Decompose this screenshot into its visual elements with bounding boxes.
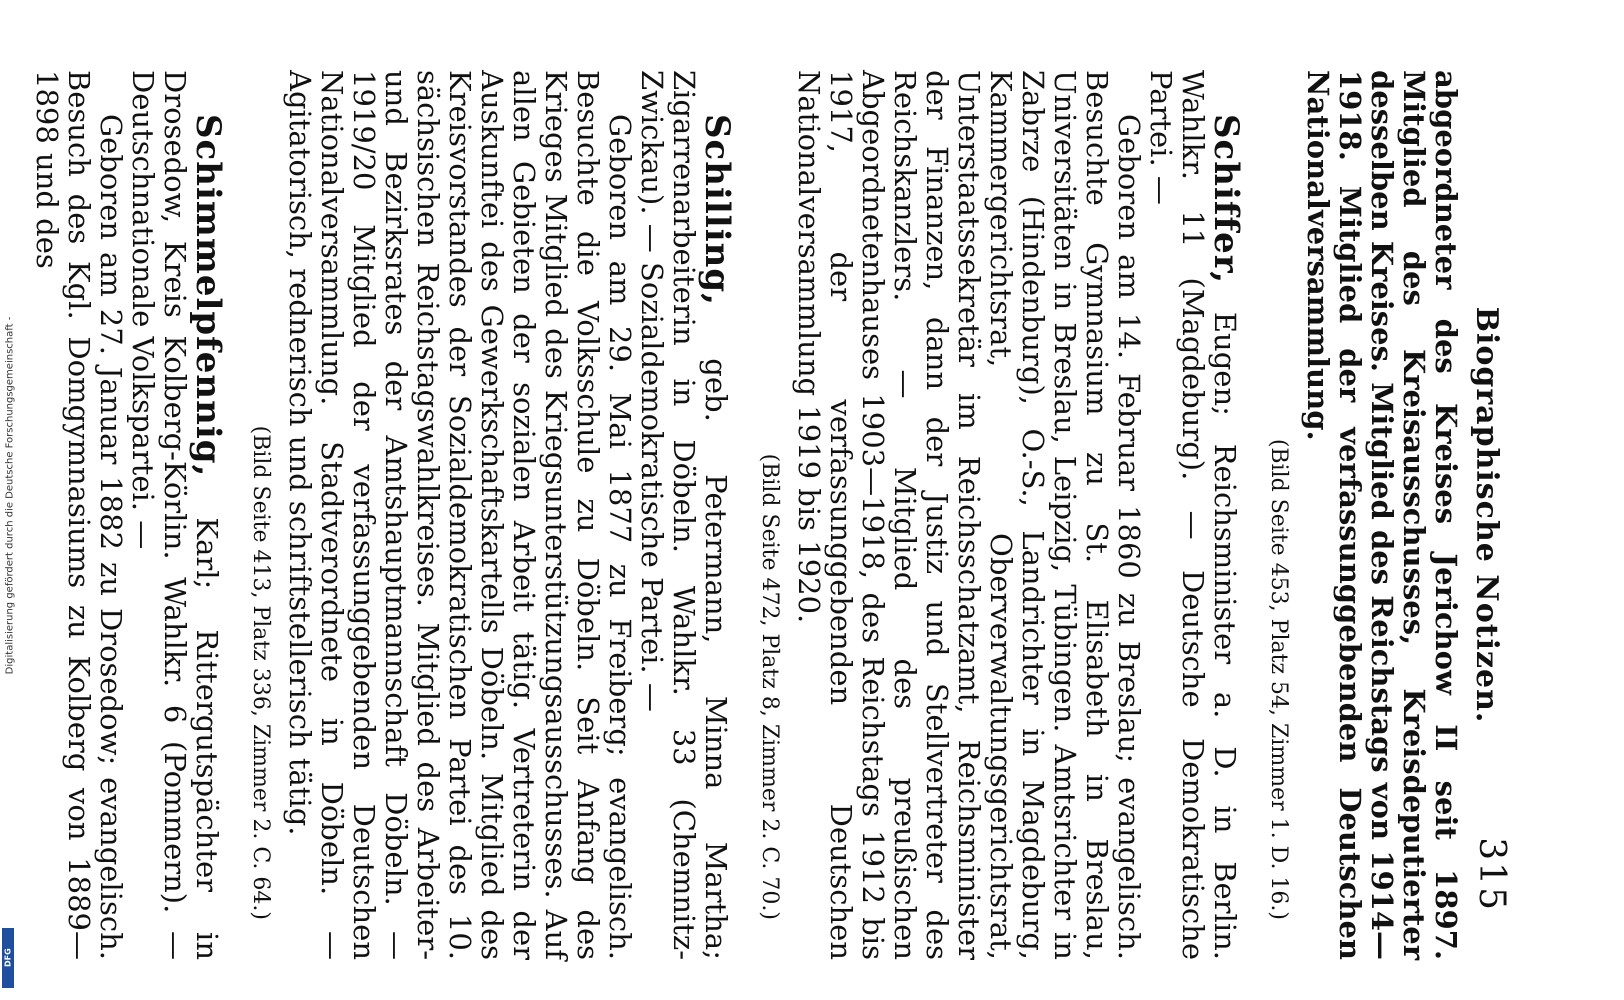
entry-name: Schiffer,	[1206, 114, 1246, 285]
entry	[30, 70, 228, 960]
entry	[246, 70, 737, 960]
entry-head	[1144, 70, 1246, 960]
digitization-credit-text: Digitalisierung gefördert durch die Deutsche Forschungsgemeinschaft -	[4, 316, 16, 675]
page-title: Biographische Notizen.	[1469, 306, 1504, 724]
dfg-logo: DFG	[2, 928, 14, 988]
intro-text: abgeordneter des Kreises Jerichow II seit 1897. Mitglied des Kreisausschusses, Kreisdeputierter desselben Kreises. Mitglied des Reichstags von 1914—1918. Mitglied der verfassunggebenden Deutschen Nationalversammlung.	[1301, 70, 1463, 960]
entry-head	[635, 70, 737, 960]
entry-head-text: Eugen; Reichsminister a. D. in Berlin. Wahlkr. 11 (Magdeburg). — Deutsche Demokratische Partei. —	[1144, 70, 1242, 960]
entry-body: Geboren am 27. Januar 1882 zu Drosedow; evangelisch. Besuch des Kgl. Domgymnasiums zu Kolberg von 1889—1898 und des	[30, 70, 128, 960]
entry	[755, 70, 1246, 960]
intro-bild-ref: (Bild Seite 453, Platz 54, Zimmer 1. D. 16.)	[1266, 438, 1291, 920]
entry-body: Geboren am 14. Februar 1860 zu Breslau; evangelisch. Besuchte Gymnasium zu St. Elisabeth in Breslau, Universitäten in Breslau, Leipzig, Tübingen. Amtsrichter in Zabrze (Hindenburg), O.-S., Landrichter in Magdeburg, Kammergerichtsrat, Oberverwaltungsgerichtsrat, Unterstaatssekretär im Reichsschatzamt, Reichsminister der Finanzen, dann der Justiz und Stellvertreter des Reichskanzlers. — Mitglied des preußischen Abgeordnetenhauses 1903—1918, des Reichstags 1912 bis 1917, der verfassunggebenden Deutschen Nationalversammlung 1919 bis 1920.	[792, 70, 1146, 960]
entry-name: Schimmelpfennig,	[188, 114, 228, 478]
entry-head	[126, 70, 228, 960]
entry-bild-ref: (Bild Seite 472, Platz 8, Zimmer 2. C. 70.)	[757, 453, 782, 920]
page-number: 315	[1471, 837, 1512, 912]
entry-head-text: geb. Petermann, Minna Martha; Zigarrenarbeiterin in Döbeln. Wahlkr. 33 (Chemnitz-Zwickau). — Sozialdemokratische Partei. —	[635, 70, 733, 960]
entry-name: Schilling,	[697, 114, 737, 306]
entry-head-text: Karl; Rittergutspächter in Drosedow, Kreis Kolberg-Körlin. Wahlkr. 6 (Pommern). — Deutschnationale Volkspartei. —	[126, 70, 224, 960]
page-header	[1462, 70, 1522, 960]
intro-block	[1264, 70, 1462, 960]
entry-body: Geboren am 29. Mai 1877 zu Freiberg; evangelisch. Besuchte die Volksschule zu Döbeln. Seit Anfang des Krieges Mitglied des Kriegsunterstützungsausschusses. Auf allen Gebieten der sozialen Arbeit tätig. Vertreterin der Auskunftei des Gewerkschaftskartells Döbeln. Mitglied des Kreisvorstandes der Sozialdemokratischen Partei des 10. sächsischen Reichstagswahlkreises. Mitglied des Arbeiter- und Bezirksrates der Amtshauptmannschaft Döbeln. — 1919/20 Mitglied der verfassunggebenden Deutschen Nationalversammlung. Stadtverordnete in Döbeln. — Agitatorisch, rednerisch und schriftstellerisch tätig.	[283, 70, 637, 960]
entry-bild-ref: (Bild Seite 413, Platz 336, Zimmer 2. C. 64.)	[248, 425, 273, 920]
